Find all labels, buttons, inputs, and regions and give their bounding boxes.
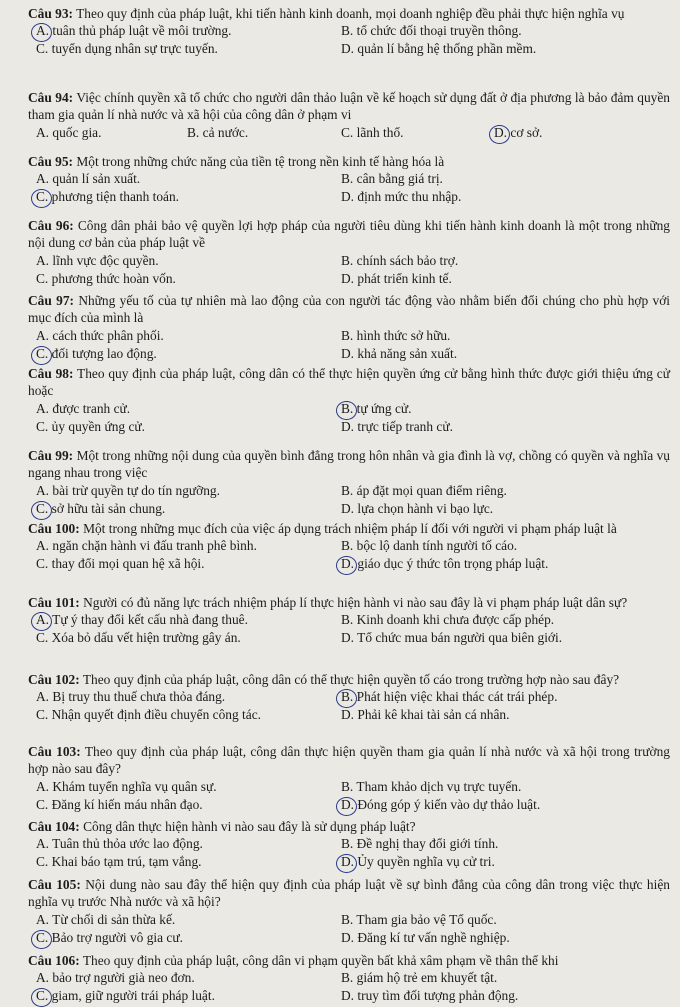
option-c[interactable]: C. Khai báo tạm trú, tạm vắng. xyxy=(36,854,202,870)
question-97 xyxy=(0,292,680,363)
option-d[interactable]: D. Đăng kí tư vấn nghề nghiệp. xyxy=(341,929,510,945)
option-d[interactable]: D. phát triển kinh tế. xyxy=(341,270,452,286)
option-a[interactable]: A. quốc gia. xyxy=(36,124,102,140)
question-stem: Câu 99: Một trong những nội dung của quyền bình đẳng trong hôn nhân và gia đình là vợ, chồng có quyền và nghĩa vụ ngang nhau trong việc xyxy=(28,448,670,481)
option-b[interactable]: B. Tham khảo dịch vụ trực tuyến. xyxy=(341,778,522,794)
question-106 xyxy=(0,952,680,1005)
option-b[interactable]: B. cả nước. xyxy=(187,124,249,140)
question-94 xyxy=(0,89,680,142)
option-c[interactable]: C. thay đổi mọi quan hệ xã hội. xyxy=(36,556,205,572)
option-b[interactable]: B. tự ứng cử. xyxy=(341,400,412,416)
question-stem: Câu 96: Công dân phải bảo vệ quyền lợi hợp pháp của người tiêu dùng khi tiến hành kinh doanh là một trong những nội dung cơ bản của pháp luật về xyxy=(28,218,670,251)
question-stem: Câu 98: Theo quy định của pháp luật, công dân có thể thực hiện quyền ứng cử bằng hình thức được giới thiệu ứng cử hoặc xyxy=(28,366,670,399)
question-stem: Câu 101: Người có đủ năng lực trách nhiệm pháp lí thực hiện hành vi nào sau đây là vi phạm pháp luật dân sự? xyxy=(28,595,628,610)
question-99 xyxy=(0,447,680,518)
question-stem: Câu 97: Những yếu tố của tự nhiên mà lao động của con người tác động vào nhằm biến đổi chúng cho phù hợp với mục đích của mình là xyxy=(28,293,670,326)
option-d[interactable]: D. khả năng sản xuất. xyxy=(341,345,458,361)
option-b[interactable]: B. bộc lộ danh tính người tố cáo. xyxy=(341,538,518,554)
option-a[interactable]: A. cách thức phân phối. xyxy=(36,327,164,343)
option-d[interactable]: D. cơ sở. xyxy=(494,124,543,140)
option-a[interactable]: A. Khám tuyển nghĩa vụ quân sự. xyxy=(36,778,217,794)
question-103 xyxy=(0,743,680,814)
option-c[interactable]: C. tuyển dụng nhân sự trực tuyến. xyxy=(36,41,218,57)
option-a[interactable]: A. tuân thủ pháp luật về môi trường. xyxy=(36,23,232,39)
option-a[interactable]: A. Tuân thủ thỏa ước lao động. xyxy=(36,836,203,852)
option-d[interactable]: D. định mức thu nhập. xyxy=(341,189,462,205)
option-b[interactable]: B. tổ chức đối thoại truyền thông. xyxy=(341,23,522,39)
question-stem: Câu 102: Theo quy định của pháp luật, công dân có thể thực hiện quyền tố cáo trong trường hợp nào sau đây? xyxy=(28,672,620,687)
option-b[interactable]: B. Đề nghị thay đổi giới tính. xyxy=(341,836,499,852)
question-98 xyxy=(0,365,680,436)
question-stem: Câu 105: Nội dung nào sau đây thể hiện quy định của pháp luật về sự bình đẳng của công dân trong việc thực hiện nghĩa vụ trước Nhà nước và xã hội? xyxy=(28,877,670,910)
question-102 xyxy=(0,671,680,724)
option-b[interactable]: B. cân bằng giá trị. xyxy=(341,171,443,187)
option-d[interactable]: D. Tổ chức mua bán người qua biên giới. xyxy=(341,630,563,646)
option-d[interactable]: D. trực tiếp tranh cử. xyxy=(341,418,453,434)
question-104 xyxy=(0,818,680,871)
question-105 xyxy=(0,876,680,947)
option-d[interactable]: D. Phải kê khai tài sản cá nhân. xyxy=(341,707,510,723)
question-100 xyxy=(0,520,680,573)
option-b[interactable]: B. giám hộ trẻ em khuyết tật. xyxy=(341,970,498,986)
question-96 xyxy=(0,217,680,288)
question-stem: Câu 103: Theo quy định của pháp luật, công dân thực hiện quyền tham gia quản lí nhà nước và xã hội trong trường hợp nào sau đây? xyxy=(28,744,670,777)
question-101 xyxy=(0,594,680,647)
option-b[interactable]: B. Kinh doanh khi chưa được cấp phép. xyxy=(341,612,555,628)
option-c[interactable]: C. ủy quyền ứng cử. xyxy=(36,418,145,434)
option-c[interactable]: C. phương tiện thanh toán. xyxy=(36,189,180,205)
option-a[interactable]: A. quản lí sản xuất. xyxy=(36,171,141,187)
option-c[interactable]: C. Nhận quyết định điều chuyển công tác. xyxy=(36,707,261,723)
option-d[interactable]: D. giáo dục ý thức tôn trọng pháp luật. xyxy=(341,556,549,572)
option-b[interactable]: B. chính sách bảo trợ. xyxy=(341,252,459,268)
option-c[interactable]: C. sở hữu tài sản chung. xyxy=(36,500,166,516)
question-stem: Câu 100: Một trong những mục đích của việc áp dụng trách nhiệm pháp lí đối với người vi phạm pháp luật là xyxy=(28,521,617,536)
option-c[interactable]: C. đối tượng lao động. xyxy=(36,345,157,361)
option-d[interactable]: D. Ủy quyền nghĩa vụ cử tri. xyxy=(341,854,495,870)
option-b[interactable]: B. áp đặt mọi quan điểm riêng. xyxy=(341,482,507,498)
option-a[interactable]: A. được tranh cử. xyxy=(36,400,131,416)
option-b[interactable]: B. Phát hiện việc khai thác cát trái phép. xyxy=(341,689,558,705)
option-c[interactable]: C. phương thức hoàn vốn. xyxy=(36,270,176,286)
option-a[interactable]: A. Bị truy thu thuế chưa thỏa đáng. xyxy=(36,689,226,705)
question-stem: Câu 95: Một trong những chức năng của tiền tệ trong nền kinh tế hàng hóa là xyxy=(28,154,445,169)
option-b[interactable]: B. hình thức sở hữu. xyxy=(341,327,451,343)
option-a[interactable]: A. Từ chối di sản thừa kế. xyxy=(36,911,176,927)
option-c[interactable]: C. giam, giữ người trái pháp luật. xyxy=(36,988,215,1004)
option-d[interactable]: D. truy tìm đối tượng phản động. xyxy=(341,988,519,1004)
option-a[interactable]: A. lĩnh vực độc quyền. xyxy=(36,252,159,268)
option-a[interactable]: A. Tự ý thay đổi kết cấu nhà đang thuê. xyxy=(36,612,248,628)
question-stem: Câu 93: Theo quy định của pháp luật, khi tiến hành kinh doanh, mọi doanh nghiệp đều phải thực hiện nghĩa vụ xyxy=(28,6,625,21)
option-d[interactable]: D. Đóng góp ý kiến vào dự thảo luật. xyxy=(341,796,541,812)
option-c[interactable]: C. Xóa bỏ dấu vết hiện trường gây án. xyxy=(36,630,241,646)
question-95 xyxy=(0,153,680,206)
option-c[interactable]: C. Bảo trợ người vô gia cư. xyxy=(36,929,183,945)
option-a[interactable]: A. bảo trợ người già neo đơn. xyxy=(36,970,195,986)
option-c[interactable]: C. lãnh thổ. xyxy=(341,124,404,140)
option-d[interactable]: D. quản lí bằng hệ thống phần mềm. xyxy=(341,41,537,57)
question-stem: Câu 106: Theo quy định của pháp luật, công dân vi phạm quyền bất khả xâm phạm về thân thể khi xyxy=(28,953,559,968)
question-stem: Câu 104: Công dân thực hiện hành vi nào sau đây là sử dụng pháp luật? xyxy=(28,819,416,834)
question-stem: Câu 94: Việc chính quyền xã tổ chức cho người dân thảo luận về kế hoạch sử dụng đất ở địa phương là bảo đảm quyền tham gia quản lí nhà nước và xã hội của công dân ở phạm vi xyxy=(28,90,671,123)
option-c[interactable]: C. Đăng kí hiến máu nhân đạo. xyxy=(36,796,203,812)
option-b[interactable]: B. Tham gia bảo vệ Tổ quốc. xyxy=(341,911,497,927)
option-d[interactable]: D. lựa chọn hành vi bạo lực. xyxy=(341,500,494,516)
option-a[interactable]: A. ngăn chặn hành vi đấu tranh phê bình. xyxy=(36,538,257,554)
option-a[interactable]: A. bài trừ quyền tự do tín ngưỡng. xyxy=(36,482,220,498)
question-93 xyxy=(0,5,680,58)
